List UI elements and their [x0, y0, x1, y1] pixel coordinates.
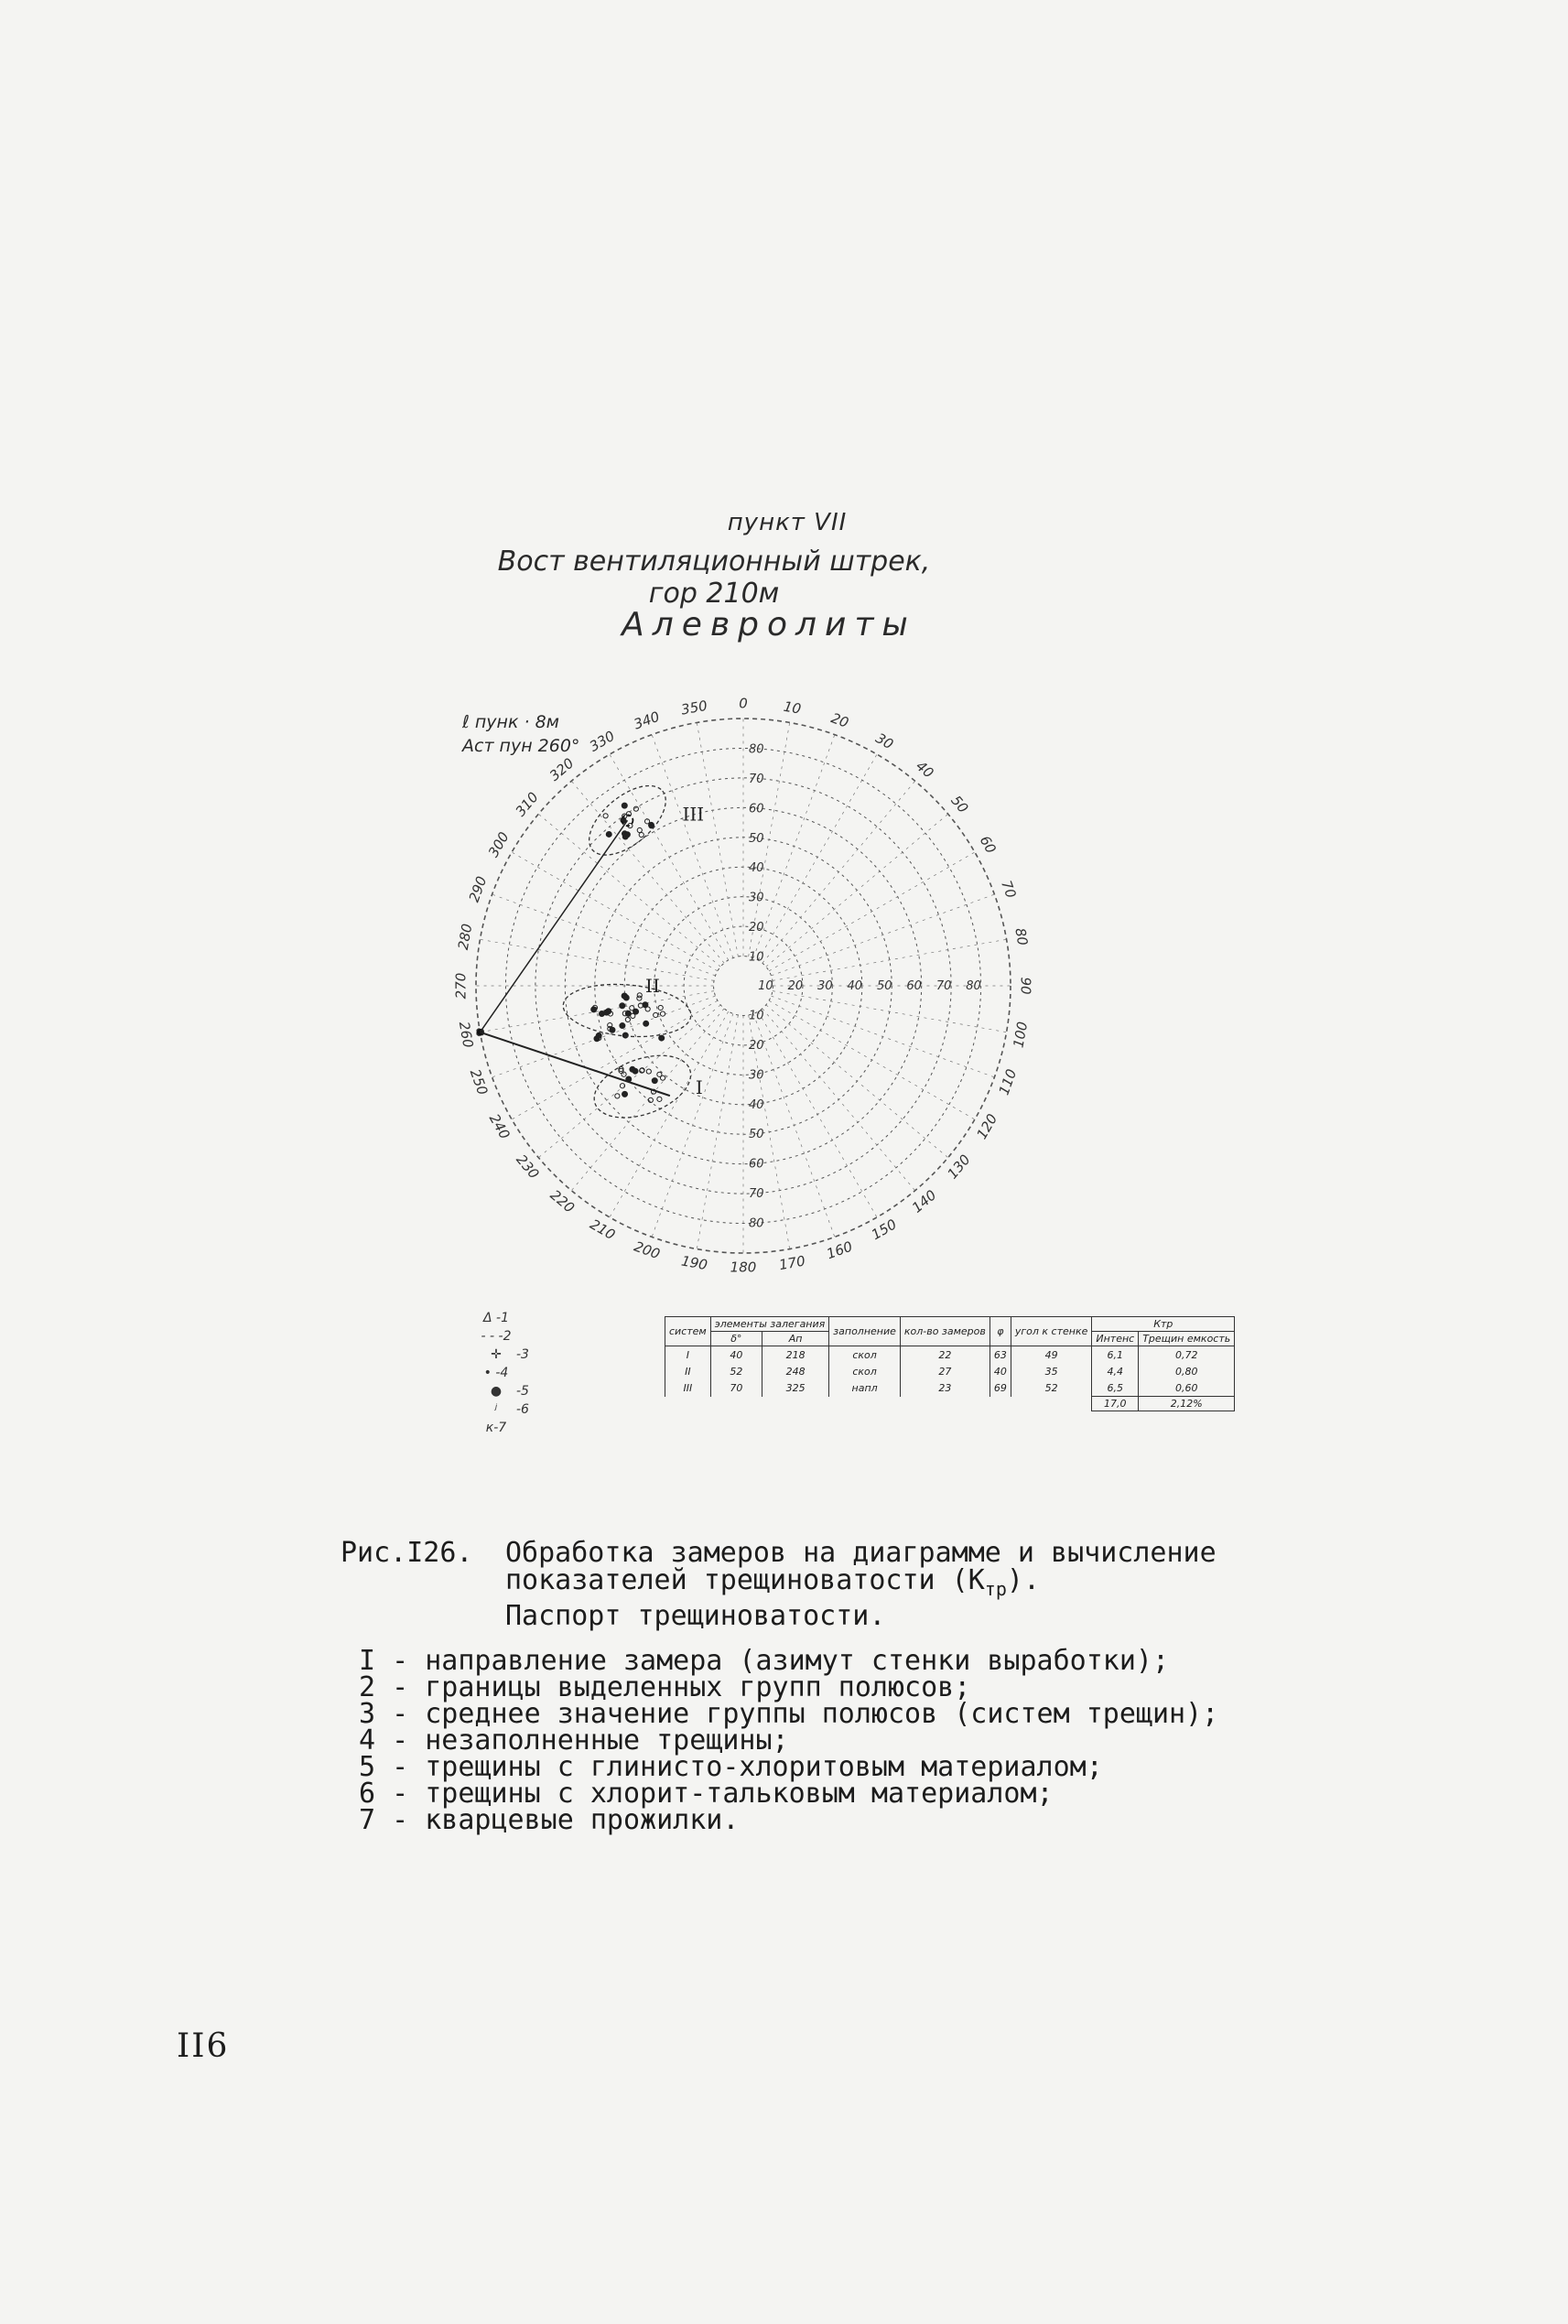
- table-row: [665, 1363, 1235, 1379]
- legend-item: 7 - кварцевые прожилки.: [359, 1804, 740, 1836]
- radial: [480, 991, 714, 1032]
- dip-label-east: 50: [876, 979, 892, 993]
- legend-row-1: [476, 1309, 558, 1327]
- dip-label-north: 60: [749, 802, 764, 816]
- legend-text-1: Δ -1: [483, 1311, 509, 1325]
- page-number: II6: [177, 2027, 230, 2065]
- radial: [652, 1013, 733, 1237]
- azimuth-label: 10: [782, 697, 803, 718]
- radial: [769, 852, 975, 971]
- legend-row-3: [476, 1346, 558, 1364]
- pole-point: [620, 1023, 625, 1029]
- table-cell: 0,60: [1139, 1379, 1235, 1397]
- pole-point: [643, 1021, 649, 1026]
- th-dip-azimuth: Ап: [762, 1332, 828, 1346]
- dip-label-south: 60: [749, 1157, 764, 1172]
- azimuth-label: 340: [631, 708, 663, 733]
- azimuth-label: 20: [828, 709, 851, 731]
- table-cell: 0,72: [1139, 1346, 1235, 1364]
- table-cell: 6,1: [1092, 1346, 1139, 1364]
- azimuth-label: 120: [973, 1110, 1001, 1142]
- azimuth-label: 150: [868, 1216, 900, 1244]
- legend-text-4: • -4: [483, 1366, 509, 1380]
- pole-point: [603, 814, 608, 818]
- azimuth-label: 350: [679, 697, 709, 719]
- dip-label-east: 30: [817, 979, 833, 993]
- pole-point: [622, 803, 627, 808]
- legend-text-7: к-7: [485, 1421, 507, 1435]
- caption-line-2-end: ).: [1006, 1564, 1041, 1596]
- radial: [771, 894, 994, 976]
- th-phi: φ: [989, 1317, 1011, 1346]
- pole-point: [637, 996, 642, 1000]
- legend-row-7: [476, 1419, 558, 1437]
- azimuth-label: 60: [976, 832, 1000, 857]
- azimuth-label: 250: [466, 1066, 492, 1097]
- th-capacity: Трещин емкость: [1139, 1332, 1235, 1346]
- radial: [762, 1009, 915, 1191]
- dip-label-south: 50: [749, 1128, 764, 1142]
- pole-point: [633, 1009, 639, 1014]
- pole-point: [657, 1097, 662, 1101]
- table-row: [665, 1379, 1235, 1397]
- pole-point: [591, 1007, 597, 1012]
- azimuth-label: 30: [872, 730, 897, 753]
- azimuth-label: 320: [546, 754, 578, 784]
- caption-line-3: Паспорт трещиноватости.: [505, 1600, 886, 1632]
- azimuth-label: 200: [632, 1238, 663, 1263]
- radial: [771, 996, 994, 1077]
- azimuth-label: 240: [485, 1110, 514, 1142]
- table-cell: 70: [710, 1379, 762, 1397]
- dip-label-east: 10: [758, 979, 773, 993]
- dip-label-south: 80: [749, 1216, 764, 1231]
- azimuth-label: 160: [824, 1238, 855, 1263]
- table-cell: 52: [710, 1363, 762, 1379]
- fracture-passport-table: [665, 1316, 1235, 1411]
- azimuth-label: 270: [452, 972, 470, 1000]
- legend-text-2: - - -2: [481, 1329, 512, 1344]
- th-elements: элементы залегания: [710, 1317, 829, 1332]
- azimuth-label: 190: [679, 1252, 709, 1274]
- dip-labels: [749, 742, 981, 1230]
- azimuth-label: 330: [586, 727, 618, 755]
- th-filling: заполнение: [829, 1317, 901, 1346]
- th-dip-angle: δ°: [710, 1332, 762, 1346]
- pole-point: [630, 1066, 635, 1072]
- total-intensity: 17,0: [1092, 1397, 1139, 1411]
- ring: [476, 719, 1011, 1253]
- dip-label-east: 40: [847, 979, 863, 993]
- radial: [769, 1000, 975, 1119]
- table-cell: III: [665, 1379, 711, 1397]
- filled-dot-icon: ●: [490, 1384, 503, 1399]
- legend-item: 5 - трещины с глинисто-хлоритовым материалом;: [359, 1751, 1103, 1783]
- legend-row-4: [476, 1364, 558, 1382]
- table-cell: 6,5: [1092, 1379, 1139, 1397]
- azimuth-label: 280: [454, 922, 476, 952]
- azimuth-label: 40: [913, 757, 937, 782]
- group-labels: [645, 803, 704, 1098]
- table-cell: скол: [829, 1346, 901, 1364]
- cross-icon: ✛: [491, 1347, 502, 1362]
- legend-item: 2 - границы выделенных групп полюсов;: [359, 1671, 971, 1703]
- dip-label-north: 50: [749, 831, 764, 846]
- legend-text-5: -5: [516, 1384, 529, 1399]
- azimuth-label: 130: [944, 1151, 974, 1183]
- figure-number: Рис.I26.: [341, 1537, 473, 1569]
- table-cell: 63: [989, 1346, 1011, 1364]
- legend-item: 6 - трещины с хлорит-тальковым материалом;: [359, 1778, 1054, 1810]
- azimuth-label: 180: [730, 1259, 757, 1276]
- radial: [610, 754, 729, 960]
- pole-point: [620, 1003, 625, 1009]
- concentric-rings: [476, 719, 1011, 1253]
- radial: [697, 1015, 738, 1249]
- radial: [758, 1011, 877, 1217]
- caption-subscript: тр: [984, 1578, 1007, 1600]
- pole-point: [622, 1032, 628, 1038]
- dip-label-south: 10: [749, 1009, 764, 1023]
- radial: [773, 939, 1007, 980]
- pole-point: [643, 1002, 648, 1008]
- table-cell: II: [665, 1363, 711, 1379]
- azimuth-label: 0: [739, 695, 748, 712]
- table-body: [665, 1346, 1235, 1397]
- legend-text-6: -6: [516, 1402, 529, 1417]
- ring: [684, 926, 803, 1045]
- azimuth-label: 100: [1010, 1020, 1032, 1050]
- table-cell: скол: [829, 1363, 901, 1379]
- table-cell: 49: [1011, 1346, 1092, 1364]
- radial: [762, 781, 915, 963]
- th-ktr: Ктр: [1092, 1317, 1235, 1332]
- pole-point: [615, 1094, 620, 1098]
- azimuth-label: 90: [1017, 977, 1034, 995]
- pole-point: [654, 1012, 658, 1017]
- table-cell: 40: [710, 1346, 762, 1364]
- dip-label-north: 10: [749, 950, 764, 965]
- total-capacity: 2,12%: [1139, 1397, 1235, 1411]
- dip-label-south: 40: [749, 1097, 764, 1112]
- legend-item: 3 - среднее значение группы полюсов (систем трещин);: [359, 1698, 1219, 1730]
- radial: [492, 894, 716, 976]
- azimuth-label: 80: [1011, 926, 1032, 947]
- dip-label-north: 30: [749, 891, 764, 905]
- tick-icon: ʲ: [494, 1402, 498, 1417]
- azimuth-label: 290: [465, 873, 491, 905]
- dip-label-east: 60: [906, 979, 922, 993]
- location-subtitle: Вост вентиляционный штрек, гор 210м: [497, 546, 931, 610]
- table-cell: 0,80: [1139, 1363, 1235, 1379]
- th-count: кол-во замеров: [900, 1317, 989, 1346]
- symbol-legend: [476, 1309, 558, 1437]
- dip-label-east: 20: [787, 979, 804, 993]
- table-cell: напл: [829, 1379, 901, 1397]
- pole-point: [622, 831, 627, 837]
- legend-list: [359, 1645, 1219, 1836]
- th-system: систем: [665, 1317, 711, 1346]
- radial: [492, 996, 716, 1077]
- rock-type-title: Алевролиты: [622, 606, 916, 643]
- azimuth-label: 110: [995, 1066, 1021, 1097]
- pole-point: [625, 1017, 630, 1021]
- table-cell: I: [665, 1346, 711, 1364]
- radial: [766, 814, 948, 967]
- legend-item: 4 - незаполненные трещины;: [359, 1724, 789, 1757]
- azimuth-label: 310: [512, 788, 542, 820]
- dip-label-south: 70: [749, 1187, 764, 1202]
- radial: [610, 1011, 729, 1217]
- azimuth-label: 230: [513, 1151, 543, 1183]
- legend-row-5: [476, 1382, 558, 1400]
- radial: [758, 754, 877, 960]
- pole-point: [652, 1078, 657, 1084]
- radial: [480, 939, 714, 980]
- dip-label-east: 70: [935, 979, 952, 993]
- table-cell: 325: [762, 1379, 828, 1397]
- table-total-row: [665, 1397, 1235, 1411]
- fracture-poles: [591, 803, 665, 1102]
- group-label: III: [682, 803, 705, 826]
- legend-row-2: [476, 1327, 558, 1346]
- legend-row-6: [476, 1400, 558, 1419]
- radial-lines: [476, 719, 1011, 1253]
- azimuth-label: 210: [587, 1216, 619, 1244]
- radial: [652, 735, 733, 958]
- dip-label-north: 20: [749, 921, 764, 935]
- th-angle: угол к стенке: [1011, 1317, 1092, 1346]
- pole-point: [660, 1011, 665, 1016]
- table-cell: 22: [900, 1346, 989, 1364]
- diagram-note-length: ℓ пунк · 8м: [462, 712, 559, 732]
- azimuth-label: 300: [484, 828, 513, 860]
- dip-label-south: 20: [749, 1038, 764, 1053]
- azimuth-label: 140: [908, 1186, 940, 1216]
- pole-point: [639, 832, 643, 837]
- pole-point: [623, 995, 629, 1000]
- radial: [697, 722, 738, 957]
- dip-label-north: 40: [749, 861, 764, 876]
- pole-point: [622, 1091, 628, 1097]
- azimuth-label: 50: [947, 792, 972, 816]
- legend-item: I - направление замера (азимут стенки выработки);: [359, 1645, 1170, 1677]
- dip-label-east: 80: [966, 979, 981, 993]
- radial: [512, 1000, 718, 1119]
- point-title: пункт VII: [727, 509, 848, 536]
- radial: [512, 852, 718, 971]
- table-cell: 35: [1011, 1363, 1092, 1379]
- pole-point: [658, 1005, 663, 1010]
- table-cell: 27: [900, 1363, 989, 1379]
- pole-point: [657, 1072, 662, 1076]
- dip-label-south: 30: [749, 1068, 764, 1083]
- azimuth-label: 70: [998, 878, 1020, 901]
- table-cell: 4,4: [1092, 1363, 1139, 1379]
- pole-point: [610, 1027, 615, 1032]
- table-cell: 40: [989, 1363, 1011, 1379]
- radial: [766, 1005, 948, 1158]
- azimuth-label: 260: [455, 1020, 477, 1050]
- table-cell: 52: [1011, 1379, 1092, 1397]
- table-cell: 218: [762, 1346, 828, 1364]
- diagram-note-azimuth: Аст пун 260°: [462, 736, 580, 756]
- azimuth-label: 170: [777, 1252, 807, 1274]
- ring: [565, 807, 921, 1163]
- figure-caption: [341, 1537, 1311, 1632]
- pole-point: [637, 827, 642, 832]
- pole-point: [646, 1069, 651, 1074]
- caption-line-2-text: показателей трещиноватости (К: [505, 1564, 985, 1596]
- caption-line-2: [505, 1564, 1311, 1603]
- pole-point: [606, 1009, 611, 1014]
- pole-point: [606, 831, 611, 837]
- radial: [773, 991, 1007, 1032]
- radial: [538, 814, 720, 967]
- radial: [753, 735, 835, 958]
- azimuth-label: 220: [546, 1186, 579, 1216]
- table-row: [665, 1346, 1235, 1364]
- table-cell: 23: [900, 1379, 989, 1397]
- radial: [753, 1013, 835, 1237]
- dip-label-north: 80: [749, 742, 764, 757]
- ring: [654, 897, 833, 1076]
- table-cell: 248: [762, 1363, 828, 1379]
- pole-point: [659, 1035, 665, 1041]
- stereonet-diagram: [439, 677, 1080, 1281]
- group-label: I: [695, 1076, 703, 1099]
- measurement-direction-line: [480, 1032, 669, 1096]
- table-cell: 69: [989, 1379, 1011, 1397]
- group-label: II: [645, 974, 660, 997]
- dip-label-north: 70: [749, 772, 764, 786]
- caption-line-1: Обработка замеров на диаграмме и вычисление: [505, 1537, 1217, 1569]
- th-intensity: Интенс: [1092, 1332, 1139, 1346]
- legend-text-3: -3: [516, 1347, 529, 1362]
